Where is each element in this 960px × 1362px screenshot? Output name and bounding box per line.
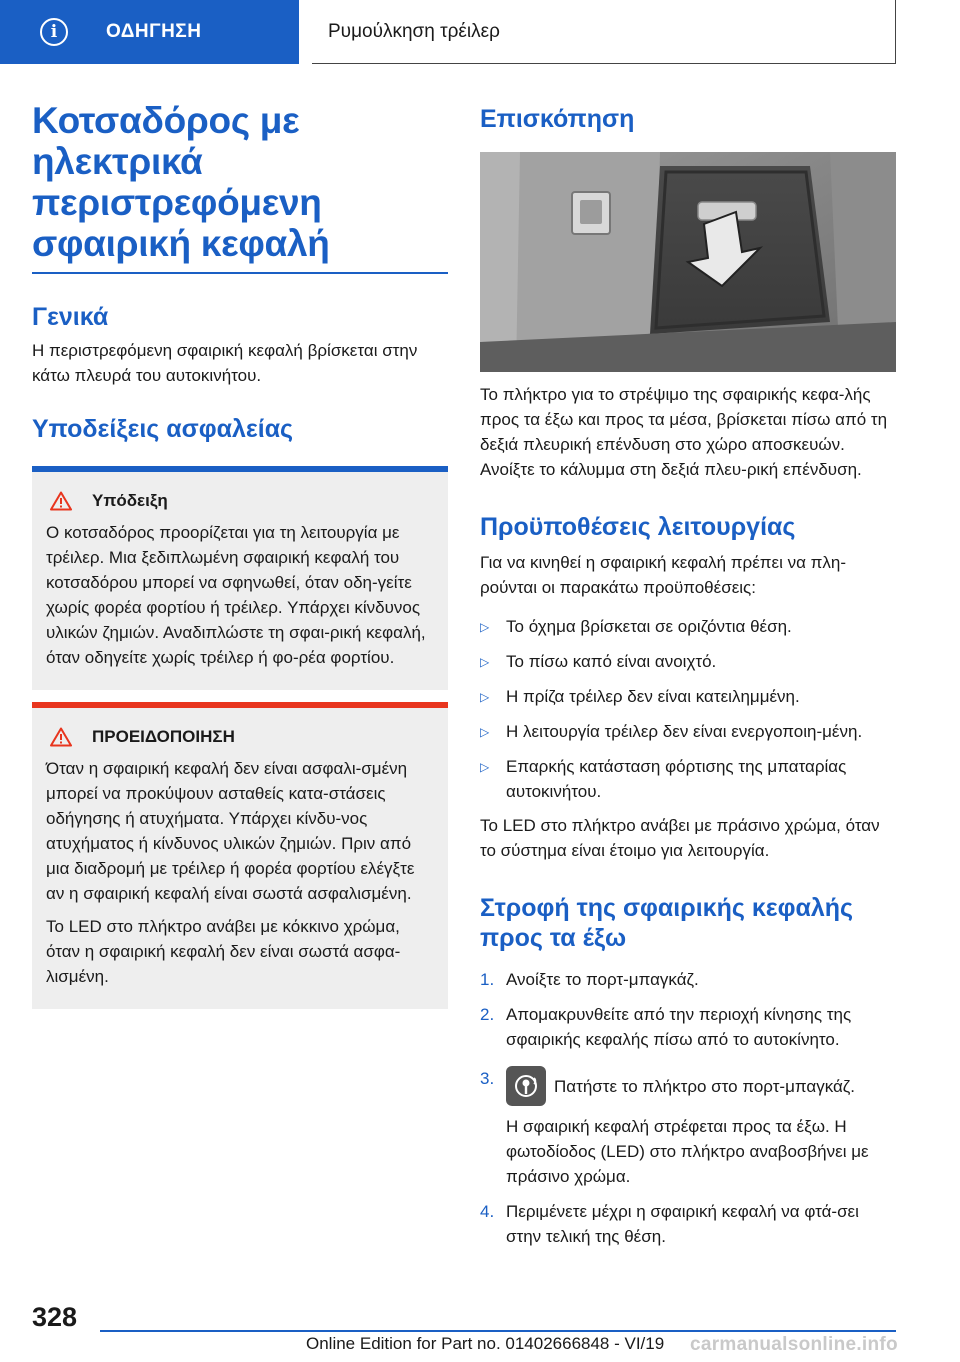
list-item: ▷ Επαρκής κατάσταση φόρτισης της μπαταρίας αυτοκινήτου. <box>480 754 896 804</box>
edition-text: Online Edition for Part no. 01402666848 - VI/19 <box>306 1334 665 1353</box>
page-number: 328 <box>32 1302 78 1332</box>
trunk-photo <box>480 152 896 372</box>
section-tab <box>0 0 299 64</box>
warning-text-1: Όταν η σφαιρική κεφαλή δεν είναι ασφαλι-σμένη μπορεί να προκύψουν ασταθείς κατα-στάσεις οδήγησης ή ατυχήματα. Υπάρχει κίνδυ-νος ατυχήματος ή κίνδυνος υλικών ζημιών. Πριν από μια διαδρομή με τρέιλερ ή φορέα φορτίου ελέγξτε αν η σφαιρική κεφαλή είναι σωστά ασφαλισμένη. <box>46 758 415 903</box>
general-text: Η περιστρεφόμενη σφαιρική κεφαλή βρίσκεται στην κάτω πλευρά του αυτοκινήτου. <box>32 340 418 385</box>
tow-hitch-button-icon <box>506 1066 546 1106</box>
list-item: 1. Ανοίξτε το πορτ-μπαγκάζ. <box>480 970 699 989</box>
triangle-bullet-icon: ▷ <box>480 725 490 739</box>
turn-heading: Στροφή της σφαιρικής κεφαλής προς τα έξω <box>480 894 854 952</box>
list-item: 3. Πατήστε το πλήκτρο στο πορτ-μπαγκάζ. Η σφαιρική κεφαλή στρέφεται προς τα έξω. Η φωτοδίοδος (LED) στο πλήκτρο αναβοσβήνει με πράσινο χρώμα. <box>480 1066 896 1189</box>
warning-title: ΠΡΟΕΙΔΟΠΟΙΗΣΗ <box>92 726 235 746</box>
list-item: 2. Απομακρυνθείτε από την περιοχή κίνησης της σφαιρικής κεφαλής πίσω από το αυτοκίνητο. <box>480 1005 852 1049</box>
triangle-bullet-icon: ▷ <box>480 655 490 669</box>
triangle-bullet-icon: ▷ <box>480 760 490 774</box>
list-item: ▷ Το πίσω καπό είναι ανοιχτό. <box>480 649 896 675</box>
steps-list <box>480 967 896 1249</box>
conditions-intro: Για να κινηθεί η σφαιρική κεφαλή πρέπει να πλη-ρούνται οι παρακάτω προϋποθέσεις: <box>480 553 846 597</box>
triangle-bullet-icon: ▷ <box>480 690 490 704</box>
list-item: ▷ Η πρίζα τρέιλερ δεν είναι κατειλημμένη. <box>480 684 896 710</box>
warning-triangle-icon <box>50 727 72 747</box>
triangle-bullet-icon: ▷ <box>480 620 490 634</box>
list-item: 4. Περιμένετε μέχρι η σφαιρική κεφαλή να φτά-σει στην τελική της θέση. <box>480 1202 859 1246</box>
conditions-heading: Προϋποθέσεις λειτουργίας <box>480 513 796 541</box>
warning-triangle-icon <box>50 491 72 511</box>
page-title: Ρυμούλκηση τρέιλερ <box>312 0 896 64</box>
heading-rule <box>32 272 448 274</box>
general-heading: Γενικά <box>32 302 109 331</box>
footer-rule <box>100 1330 896 1332</box>
list-item: ▷ Η λειτουργία τρέιλερ δεν είναι ενεργοποιη-μένη. <box>480 719 896 745</box>
conditions-note: Το LED στο πλήκτρο ανάβει με πράσινο χρώμα, όταν το σύστημα είναι έτοιμο για λειτουργία. <box>480 816 880 860</box>
notice-text: Ο κοτσαδόρος προορίζεται για τη λειτουργία με τρέιλερ. Μια ξεδιπλωμένη σφαιρική κεφαλή του κοτσαδόρου μπορεί να σφηνωθεί, όταν οδη-γείτε χωρίς φορέα φορτίου ή τρέιλερ. Υπάρχει κίνδυνος υλικών ζημιών. Αναδιπλώστε τη σφαι-ρική κεφαλή, όταν οδηγείτε χωρίς τρέιλερ ή φο-ρέα φορτίου. <box>46 522 426 667</box>
trunk-panel-illustration <box>480 152 896 372</box>
info-icon: i <box>40 18 68 46</box>
notice-box <box>32 472 448 690</box>
list-item: ▷ Το όχημα βρίσκεται σε οριζόντια θέση. <box>480 614 896 640</box>
section-label: ΟΔΗΓΗΣΗ <box>106 21 202 42</box>
main-heading: Κοτσαδόρος με ηλεκτρικά περιστρεφόμενη σφαιρική κεφαλή <box>32 100 330 264</box>
notice-title: Υπόδειξη <box>92 490 168 510</box>
safety-heading: Υποδείξεις ασφαλείας <box>32 414 294 443</box>
warning-box <box>32 708 448 1009</box>
overview-heading: Επισκόπηση <box>480 105 635 133</box>
conditions-list <box>480 614 896 804</box>
right-column <box>480 100 896 1259</box>
overview-text: Το πλήκτρο για το στρέψιμο της σφαιρικής κεφα-λής προς τα έξω και προς τα μέσα, βρίσκεται πίσω από τη δεξιά πλευρική επένδυση στο χώρο αποσκευών. Ανοίξτε το κάλυμμα στη δεξιά πλευ-ρική επένδυση. <box>480 385 888 479</box>
watermark: carmanualsonline.info <box>690 1334 898 1355</box>
left-column <box>32 100 448 1009</box>
warning-text-2: Το LED στο πλήκτρο ανάβει με κόκκινο χρώμα, όταν η σφαιρική κεφαλή δεν είναι σωστά ασφα-λισμένη. <box>46 916 401 986</box>
